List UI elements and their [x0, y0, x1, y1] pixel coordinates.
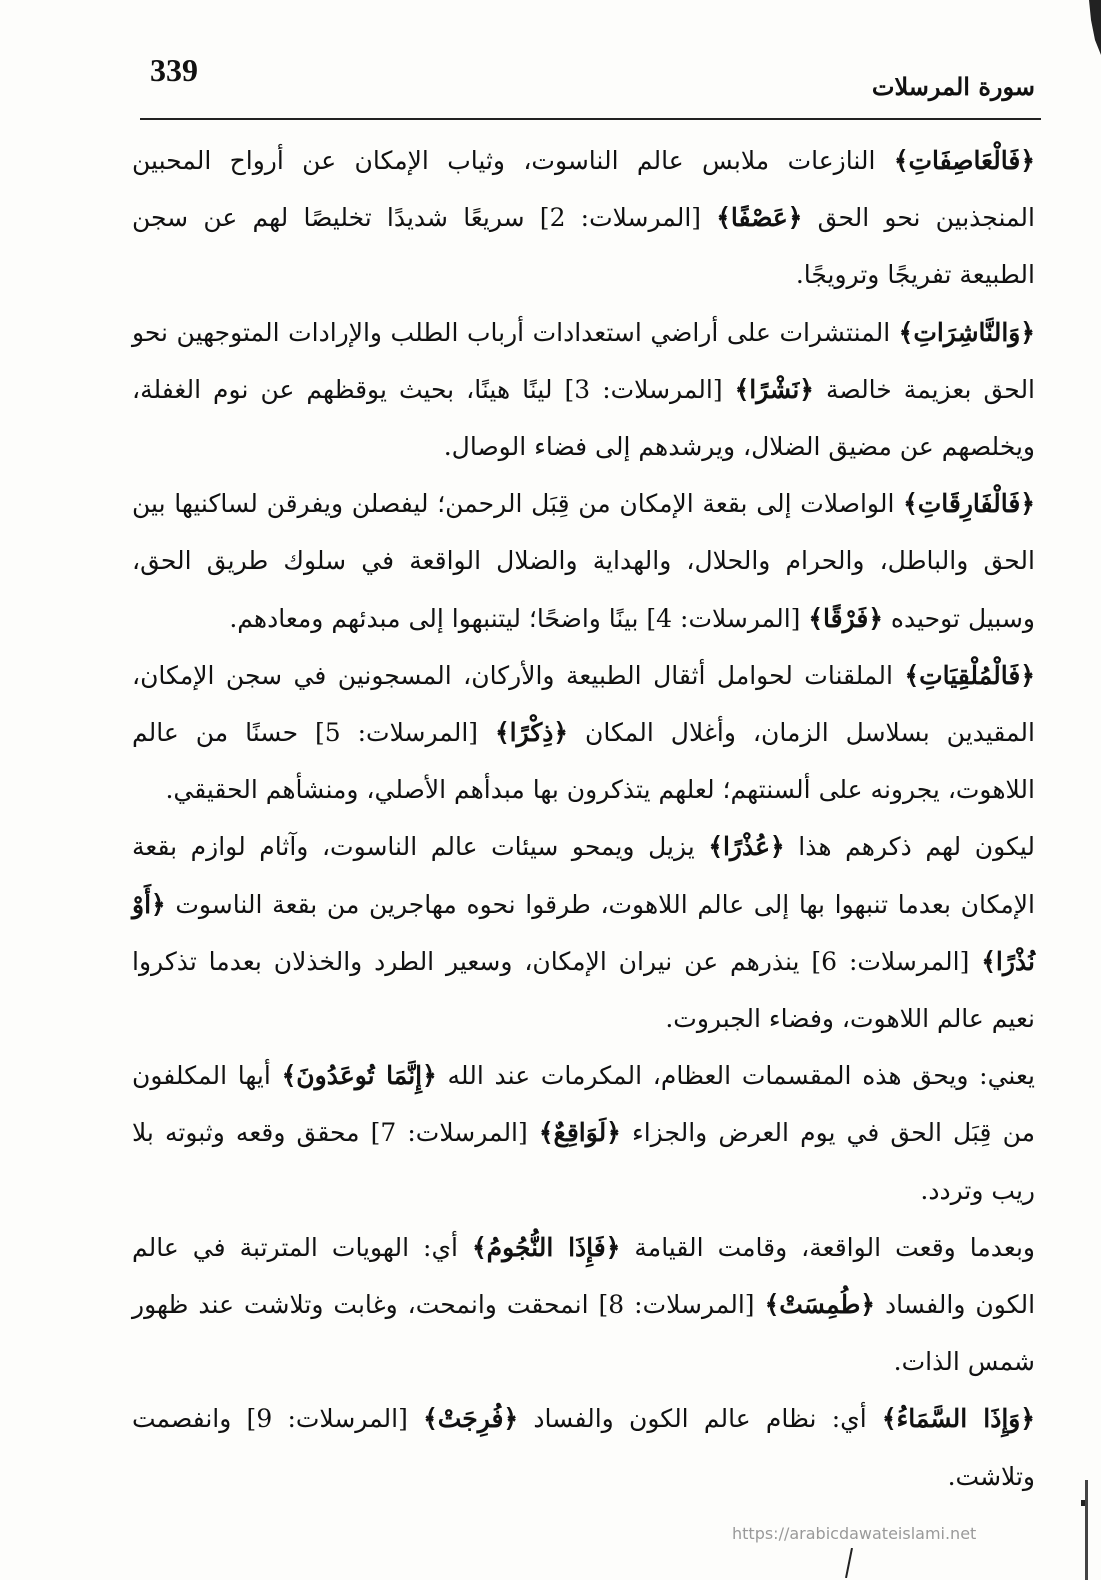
paragraph [132, 1219, 1035, 1391]
tafsir-text: أي: نظام عالم الكون والفساد [518, 1404, 882, 1434]
paragraph [132, 475, 1035, 647]
quran-verse: ﴿ذِكْرًا﴾ [494, 718, 569, 748]
paragraph [132, 1047, 1035, 1219]
quran-verse: ﴿فَالْفَارِقَاتِ﴾ [903, 489, 1035, 519]
quran-verse: ﴿نَشْرًا﴾ [734, 374, 814, 404]
tafsir-text: يعني: ويحق هذه المقسمات العظام، المكرمات عند الله [436, 1061, 1035, 1091]
watermark-url: https://arabicdawateislami.net [732, 1524, 977, 1543]
tafsir-text: [المرسلات: 6] ينذرهم عن نيران الإمكان، وسعير الطرد والخذلان بعدما تذكروا نعيم عالم اللاهوت، وفضاء الجبروت. [132, 946, 1035, 1034]
quran-verse: ﴿فَإِذَا النُّجُومُ﴾ [472, 1232, 621, 1262]
tafsir-text: أيها المكلفون من قِبَل الحق في يوم العرض والجزاء [132, 1061, 1036, 1148]
paragraph [132, 647, 1035, 819]
tafsir-text: الواصلات إلى بقعة الإمكان من قِبَل الرحمن؛ ليفصلن ويفرقن لساكنيها بين الحق والباطل، والحرام والحلال، والهداية والضلال الواقعة في سلوك طريق الحق، وسبيل توحيده [132, 489, 1035, 633]
quran-verse: ﴿فَرْقًا﴾ [808, 603, 883, 633]
tafsir-text: المنتشرات على أراضي استعدادات أرباب الطلب والإرادات المتوجهين نحو الحق بعزيمة خالصة [132, 317, 1036, 404]
tafsir-text: أي: الهويات المترتبة في عالم الكون والفساد [132, 1232, 1036, 1320]
quran-verse: ﴿فَالْمُلْقِيَاتِ﴾ [904, 660, 1035, 690]
tafsir-text: النازعات ملابس عالم الناسوت، وثياب الإمكان عن أرواح المحبين المنجذبين نحو الحق [132, 146, 1036, 233]
paragraph [132, 132, 1035, 304]
quran-verse: ﴿فَالْعَاصِفَاتِ﴾ [893, 146, 1035, 175]
scan-speck-bottom [842, 1548, 856, 1578]
quran-verse: ﴿وَالنَّاشِرَاتِ﴾ [898, 317, 1035, 347]
body-text [132, 132, 1035, 1505]
running-title: سورة المرسلات [871, 72, 1035, 101]
tafsir-text: يزيل ويمحو سيئات عالم الناسوت، وآثام لوازم بقعة الإمكان بعدما تنبهوا بها إلى عالم اللاهوت، طرقوا نحوه مهاجرين من بقعة الناسوت [132, 832, 1035, 919]
quran-verse: ﴿فُرِجَتْ﴾ [423, 1404, 519, 1434]
quran-verse: ﴿عَصْفًا﴾ [716, 203, 803, 233]
tafsir-text: [المرسلات: 8] انمحقت وانمحت، وغابت وتلاشت عند ظهور شمس الذات. [132, 1290, 1035, 1377]
tafsir-text: [المرسلات: 5] حسنًا من عالم اللاهوت، يجرونه على ألسنتهم؛ لعلهم يتذكرون بها مبدأهم الأصلي، ومنشأهم الحقيقي. [132, 718, 1035, 805]
quran-verse: ﴿لَوَاقِعٌ﴾ [538, 1118, 621, 1148]
tafsir-text: [المرسلات: 7] محقق وقعه وثبوته بلا ريب وتردد. [132, 1118, 1035, 1205]
tafsir-text: [المرسلات: 4] بينًا واضحًا؛ ليتنبهوا إلى مبدئهم ومعادهم. [229, 603, 809, 633]
paragraph [132, 304, 1035, 476]
quran-verse: ﴿عُذْرًا﴾ [708, 832, 785, 862]
tafsir-text: وبعدما وقعت الواقعة، وقامت القيامة [620, 1232, 1035, 1262]
quran-verse: ﴿وَإِذَا السَّمَاءُ﴾ [881, 1404, 1035, 1434]
scan-speck-right [1073, 1480, 1093, 1580]
header-rule [140, 118, 1041, 120]
scan-speck-top [1071, 0, 1101, 60]
tafsir-text: [المرسلات: 2] سريعًا شديدًا تخليصًا لهم عن سجن الطبيعة تفريجًا وترويجًا. [132, 203, 1035, 290]
tafsir-text: [المرسلات: 9] وانفصمت وتلاشت. [132, 1404, 1035, 1491]
tafsir-text: [المرسلات: 3] لينًا هينًا، بحيث يوقظهم عن نوم الغفلة، ويخلصهم عن مضيق الضلال، ويرشدهم إلى فضاء الوصال. [132, 374, 1035, 462]
quran-verse: ﴿طُمِسَتْ﴾ [764, 1290, 876, 1320]
quran-verse: ﴿إِنَّمَا تُوعَدُونَ﴾ [281, 1061, 437, 1091]
tafsir-text: الملقنات لحوامل أثقال الطبيعة والأركان، المسجونين في سجن الإمكان، المقيدين بسلاسل الزمان، وأغلال المكان [132, 660, 1035, 748]
quran-verse: ﴿أَوْ نُذْرًا﴾ [132, 889, 1035, 976]
paragraph [132, 818, 1035, 1047]
tafsir-text: ليكون لهم ذكرهم هذا [784, 832, 1035, 862]
page-number: 339 [150, 52, 198, 88]
paragraph [132, 1390, 1035, 1504]
